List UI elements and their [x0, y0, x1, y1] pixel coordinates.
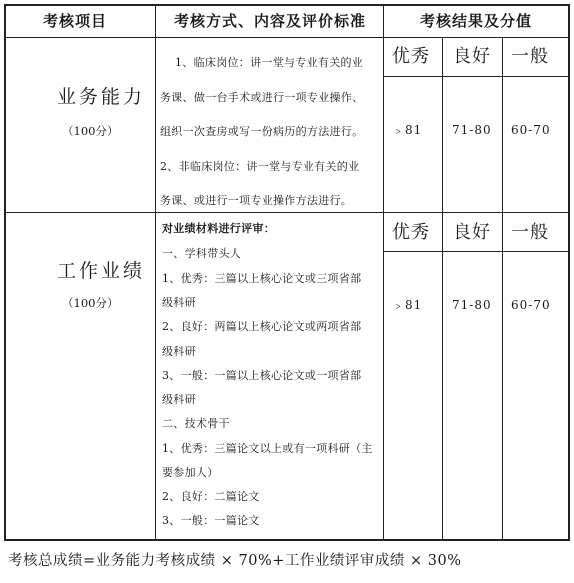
- row2-score-good: 71-80: [452, 298, 492, 312]
- row2-points: （100分）: [62, 296, 119, 310]
- row2-score-fair: 60-70: [511, 298, 551, 312]
- grade-col-b-row1: [502, 37, 503, 213]
- row2-criteria-line: 2、良好：两篇以上核心论文或两项省部: [162, 320, 362, 333]
- row2-score-excellent: ﹥81: [392, 298, 423, 312]
- row2-criteria-line: 一、学科带头人: [162, 247, 242, 260]
- row1-criteria-line: 2、非临床岗位：讲一堂与专业有关的业: [160, 160, 360, 173]
- row2-item: 工作业绩: [57, 260, 146, 282]
- row1-grade-fair: 一般: [511, 46, 549, 67]
- row1-criteria-line: 务课、或进行一项专业操作方法进行。: [160, 194, 353, 207]
- row1-item: 业务能力: [57, 86, 146, 108]
- row2-criteria-line: 级科研: [162, 393, 196, 406]
- row2-criteria-line: 要参加人）: [162, 466, 219, 479]
- row2-criteria-line: 3、一般：一篇论文: [162, 514, 260, 527]
- row2-grade-fair: 一般: [511, 222, 549, 243]
- row2-grade-good: 良好: [453, 222, 491, 243]
- row2-criteria-line: 1、优秀：三篇以上核心论文或三项省部: [162, 272, 362, 285]
- table-border-top: [4, 4, 570, 6]
- header-result: 考核结果及分值: [420, 12, 533, 30]
- row1-score-fair: 60-70: [511, 123, 551, 137]
- grade-col-a-row1: [442, 37, 443, 213]
- table-border-left: [4, 4, 6, 541]
- col-divider-1: [155, 4, 156, 541]
- row2-criteria-line: 级科研: [162, 345, 196, 358]
- row1-score-excellent: ﹥81: [392, 123, 423, 137]
- row2-grade-excellent: 优秀: [392, 222, 430, 243]
- row2-criteria-line: 1、优秀：三篇论文以上或有一项科研（主: [162, 442, 373, 455]
- row2-criteria-line: 2、良好：二篇论文: [162, 490, 260, 503]
- header-item: 考核项目: [43, 12, 108, 30]
- header-method: 考核方式、内容及评价标准: [174, 12, 367, 30]
- row1-criteria-line: 务课、做一台手术或进行一项专业操作、: [160, 91, 364, 104]
- row1-grade-excellent: 优秀: [392, 46, 430, 67]
- row2-criteria-title: 对业绩材料进行评审：: [162, 222, 275, 235]
- table-border-right: [568, 4, 570, 541]
- grade-divider-row1: [383, 76, 570, 77]
- grade-divider-row2: [383, 251, 570, 252]
- row2-criteria-line: 3、一般：一篇以上核心论文或一项省部: [162, 369, 362, 382]
- row1-criteria-line: 组织一次查房或写一份病历的方法进行。: [160, 125, 364, 138]
- row2-criteria-line: 二、技术骨干: [162, 417, 230, 430]
- row1-grade-good: 良好: [453, 46, 491, 67]
- row2-criteria-line: 级科研: [162, 296, 196, 309]
- header-divider: [4, 37, 570, 38]
- row-divider: [4, 212, 570, 213]
- grade-col-a-row2: [442, 212, 443, 541]
- table-border-bottom: [4, 539, 570, 541]
- row1-points: （100分）: [62, 124, 119, 138]
- row1-criteria-line: 1、临床岗位：讲一堂与专业有关的业: [175, 56, 364, 69]
- grade-col-b-row2: [502, 212, 503, 541]
- total-score-formula: 考核总成绩=业务能力考核成绩 × 70%+工作业绩评审成绩 × 30%: [8, 553, 462, 569]
- col-divider-2: [383, 4, 384, 541]
- row1-score-good: 71-80: [452, 123, 492, 137]
